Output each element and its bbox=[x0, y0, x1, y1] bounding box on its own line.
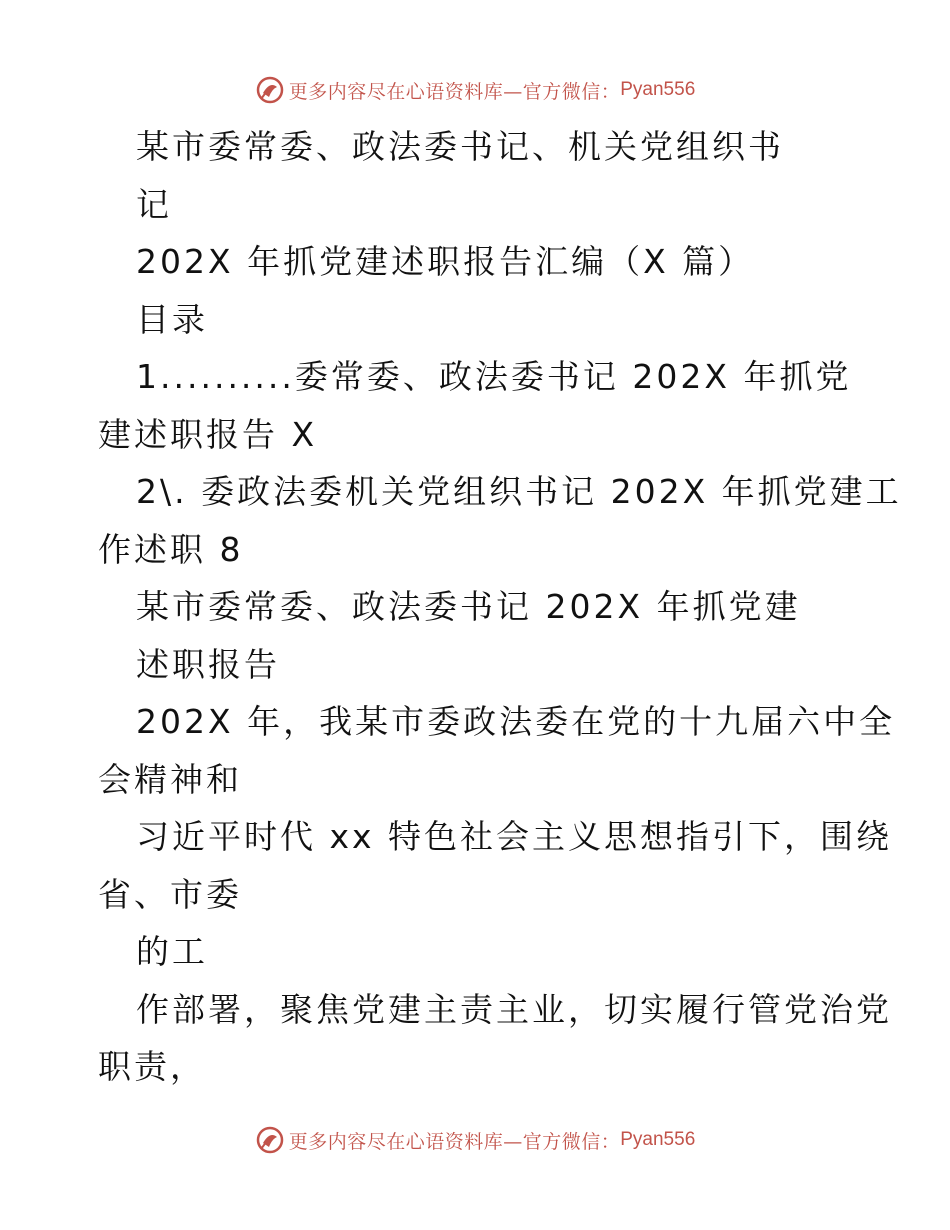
toc-entry-continuation: 建述职报告 X bbox=[98, 414, 318, 454]
document-title: 202X 年抓党建述职报告汇编（X 篇） bbox=[136, 242, 755, 281]
document-body bbox=[98, 118, 902, 1096]
watermark-text: 更多内容尽在心语资料库—官方微信： bbox=[288, 80, 621, 103]
toc-heading: 目录 bbox=[136, 299, 208, 339]
watermark-text: 更多内容尽在心语资料库—官方微信： bbox=[288, 1130, 621, 1153]
toc-entry-continuation: 作述职 8 bbox=[98, 529, 244, 569]
footer-watermark bbox=[0, 1120, 950, 1160]
toc-entry: 1..........委常委、政法委书记 202X 年抓党 bbox=[136, 357, 852, 396]
paragraph-line: 会精神和 bbox=[98, 759, 242, 799]
section-title-continuation: 述职报告 bbox=[136, 644, 280, 684]
paragraph-line: 的工 bbox=[136, 932, 208, 971]
logo-icon bbox=[255, 75, 285, 105]
section-title: 某市委常委、政法委书记 202X 年抓党建 bbox=[136, 587, 801, 626]
paragraph-line: 习近平时代 xx 特色社会主义思想指引下，围绕 bbox=[136, 817, 893, 856]
paragraph-line: 202X 年，我某市委政法委在党的十九届六中全 bbox=[136, 702, 896, 741]
text-line: 记 bbox=[136, 184, 172, 224]
toc-entry: 2\. 委政法委机关党组织书记 202X 年抓党建工 bbox=[136, 472, 902, 511]
paragraph-line: 省、市委 bbox=[98, 874, 242, 914]
logo-icon bbox=[255, 1125, 285, 1155]
text-line: 某市委常委、政法委书记、机关党组织书 bbox=[136, 127, 784, 166]
header-watermark bbox=[0, 70, 950, 110]
paragraph-line: 作部署，聚焦党建主责主业，切实履行管党治党 bbox=[136, 989, 892, 1029]
watermark-id: Pyan556 bbox=[620, 1129, 696, 1150]
paragraph-line: 职责， bbox=[98, 1047, 206, 1086]
watermark-id: Pyan556 bbox=[620, 79, 696, 100]
